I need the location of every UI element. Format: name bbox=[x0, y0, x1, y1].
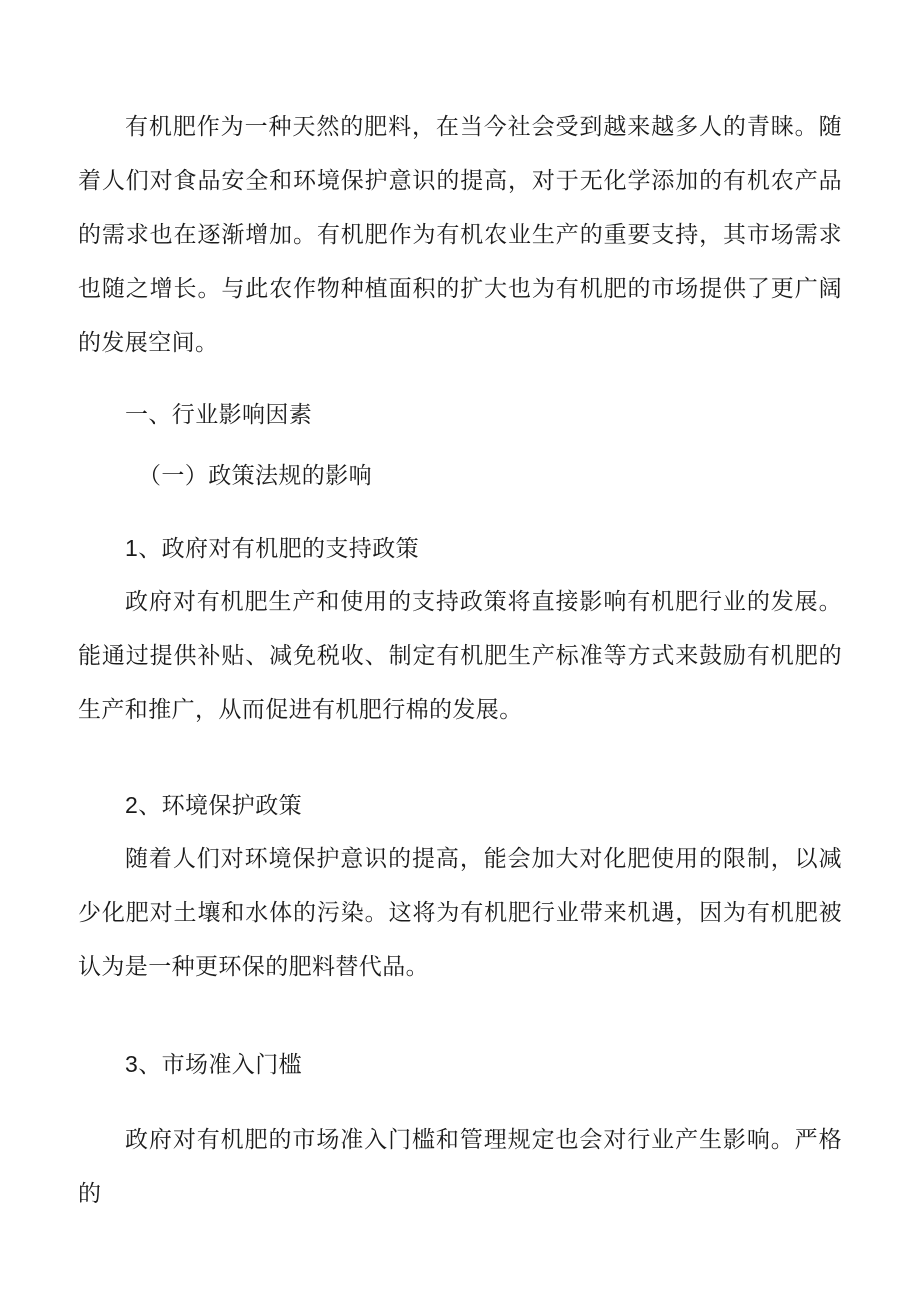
item-2-heading bbox=[125, 785, 302, 826]
item-1-heading bbox=[125, 528, 419, 569]
item-1-paragraph: 政府对有机肥生产和使用的支持政策将直接影响有机肥行业的发展。能通过提供补贴、减免税收、制定有机肥生产标准等方式来鼓励有机肥的生产和推广，从而促进有机肥行棉的发展。 bbox=[78, 589, 842, 723]
item-1-number: 1 bbox=[125, 535, 139, 561]
intro-paragraph: 有机肥作为一种天然的肥料，在当今社会受到越来越多人的青睐。随着人们对食品安全和环境保护意识的提高，对于无化学添加的有机农产品的需求也在逐渐增加。有机肥作为有机农业生产的重要支持，其市场需求也随之增长。与此农作物种植面积的扩大也为有机肥的市场提供了更广阔的发展空间。 bbox=[78, 114, 842, 356]
item-2-paragraph: 随着人们对环境保护意识的提高，能会加大对化肥使用的限制，以减少化肥对土壤和水体的污染。这将为有机肥行业带来机遇，因为有机肥被认为是一种更环保的肥料替代品。 bbox=[78, 846, 842, 980]
item-2-number: 2 bbox=[125, 792, 139, 818]
subsection-heading: （一）政策法规的影响 bbox=[138, 463, 372, 489]
item-3-title: 、市场准入门槛 bbox=[138, 1052, 303, 1078]
item-1-title: 、政府对有机肥的支持政策 bbox=[138, 536, 420, 562]
item-2-title: 、环境保护政策 bbox=[138, 793, 303, 819]
item-3-number: 3 bbox=[125, 1051, 139, 1077]
section-heading: 一、行业影响因素 bbox=[125, 402, 313, 428]
item-3-paragraph: 政府对有机肥的市场准入门槛和管理规定也会对行业产生影响。严格的 bbox=[78, 1127, 842, 1207]
item-3-heading bbox=[125, 1044, 302, 1085]
